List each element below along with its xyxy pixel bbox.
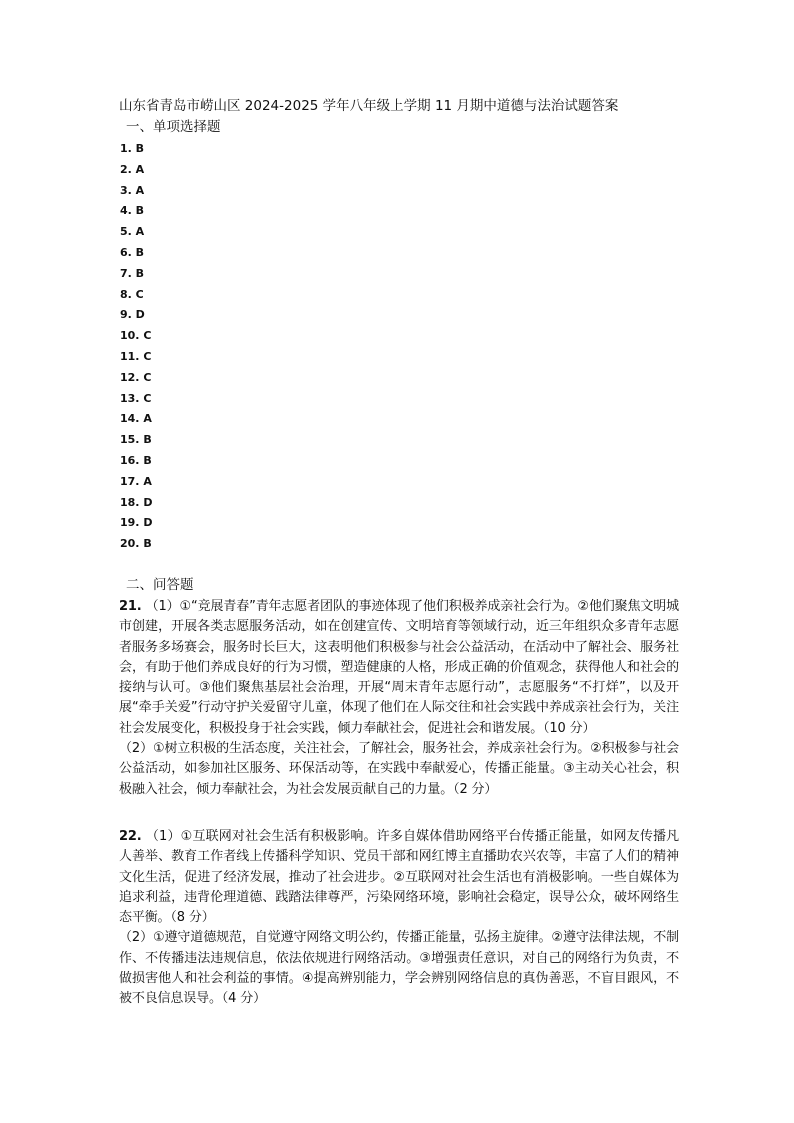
question-21-part-1 <box>119 597 679 739</box>
answer-item: 14. A <box>120 412 152 426</box>
answer-item: 18. D <box>120 495 153 509</box>
question-22-part-1 <box>119 827 679 928</box>
question-22 <box>119 827 679 1010</box>
answer-item: 9. D <box>120 308 145 322</box>
answer-item: 20. B <box>120 537 152 551</box>
answer-item: 7. B <box>120 266 145 280</box>
question-number: 22. <box>119 829 142 844</box>
answer-item: 6. B <box>120 245 145 259</box>
answer-item: 3. A <box>120 183 145 197</box>
answer-text: （1）①互联网对社会生活有积极影响。许多自媒体借助网络平台传播正能量，如网友传播凡人善举、教育工作者线上传播科学知识、党员干部和网红博主直播助农兴农等，丰富了人们的精神文化生活，促进了经济发展，推动了社会进步。②互联网对社会生活也有消极影响。一些自媒体为追求利益，违背伦理道德、践踏法律尊严，污染网络环境，影响社会稳定，误导公众，破坏网络生态平衡。（8 分） <box>119 829 679 926</box>
answer-item: 13. C <box>120 391 152 405</box>
section-heading-multiple-choice: 一、单项选择题 <box>126 119 221 135</box>
section-heading-essay: 二、问答题 <box>126 577 194 593</box>
answer-item: 19. D <box>120 516 153 530</box>
answer-item: 10. C <box>120 329 152 343</box>
answer-item: 16. B <box>120 453 152 467</box>
question-21-part-2: （2）①树立积极的生活态度，关注社会，了解社会，服务社会，养成亲社会行为。②积极参与社会公益活动，如参加社区服务、环保活动等，在实践中奉献爱心，传播正能量。③主动关心社会，积极融入社会，倾力奉献社会，为社会发展贡献自己的力量。（2 分） <box>119 741 679 797</box>
answer-item: 12. C <box>120 370 152 384</box>
answer-item: 5. A <box>120 225 145 239</box>
answer-item: 8. C <box>120 287 144 301</box>
answer-item: 11. C <box>120 349 152 363</box>
question-number: 21. <box>119 599 142 614</box>
answer-list <box>120 139 152 555</box>
question-21 <box>119 597 679 800</box>
answer-item: 17. A <box>120 474 152 488</box>
document-title: 山东省青岛市崂山区 2024-2025 学年八年级上学期 11 月期中道德与法治试题答案 <box>119 98 619 114</box>
answer-text: （1）①“竞展青春”青年志愿者团队的事迹体现了他们积极养成亲社会行为。②他们聚焦文明城市创建，开展各类志愿服务活动，如在创建宣传、文明培育等领域行动，近三年组织众多青年志愿者服务多场赛会，服务时长巨大，这表明他们积极参与社会公益活动，在活动中了解社会、服务社会，有助于他们养成良好的行为习惯，塑造健康的人格，形成正确的价值观念，获得他人和社会的接纳与认可。③他们聚焦基层社会治理，开展“周末青年志愿行动”，志愿服务“不打烊”，以及开展“牵手关爱”行动守护关爱留守儿童，体现了他们在人际交往和社会实践中养成亲社会行为，关注社会发展变化，积极投身于社会实践，倾力奉献社会，促进社会和谐发展。（10 分） <box>119 599 680 736</box>
answer-item: 1. B <box>120 142 145 155</box>
question-22-part-2: （2）①遵守道德规范，自觉遵守网络文明公约，传播正能量，弘扬主旋律。②遵守法律法规，不制作、不传播违法违规信息，依法依规进行网络活动。③增强责任意识，对自己的网络行为负责，不做损害他人和社会利益的事情。④提高辨别能力，学会辨别网络信息的真伪善恶，不盲目跟风，不被不良信息误导。（4 分） <box>119 930 679 1007</box>
answer-item: 2. A <box>120 162 145 176</box>
answer-item: 15. B <box>120 433 152 447</box>
answer-item: 4. B <box>120 204 145 218</box>
